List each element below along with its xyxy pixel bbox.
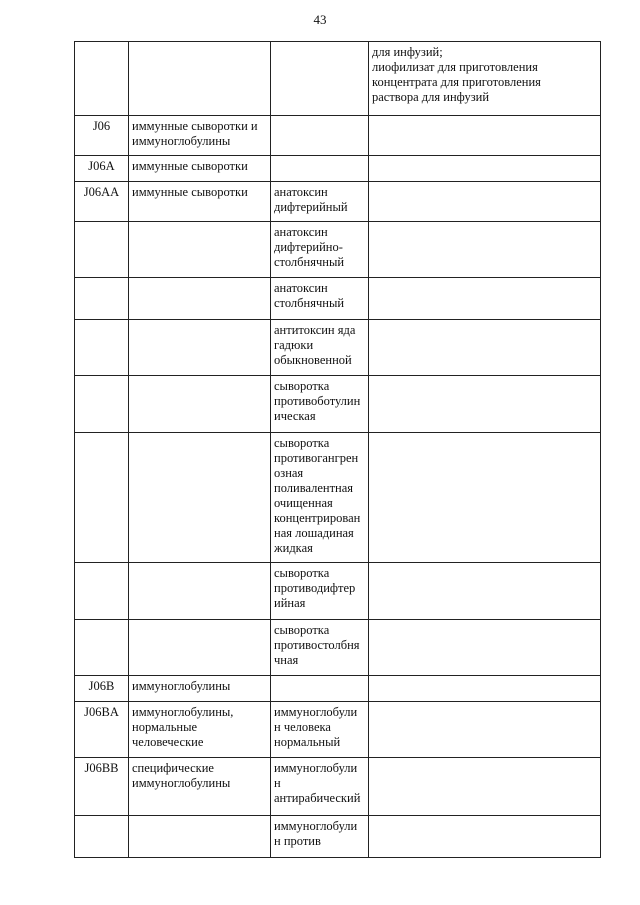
table-row: [75, 563, 601, 620]
cell-text-line: нормальные: [132, 720, 198, 734]
cell-text-line: концентрирован: [274, 511, 361, 525]
dosage-form-cell: [369, 320, 601, 376]
table-row: [75, 42, 601, 116]
atc-code-cell: [75, 758, 129, 816]
cell-text-line: анатоксин: [274, 225, 328, 239]
cell-text: J06: [92, 119, 111, 133]
cell-text-line: иммуноглобули: [274, 761, 358, 775]
atc-code-cell: [75, 433, 129, 563]
cell-text-line: жидкая: [274, 541, 313, 555]
cell-text-line: дифтерийный: [274, 200, 348, 214]
cell-text-line: озная: [274, 466, 304, 480]
dosage-form-cell: [369, 278, 601, 320]
drug-name-cell: [271, 222, 369, 278]
anatomical-group-cell: [129, 433, 271, 563]
cell-text-line: антитоксин яда: [274, 323, 356, 337]
drug-name-cell: [271, 376, 369, 433]
dosage-form-cell: [369, 42, 601, 116]
atc-code-cell: [75, 376, 129, 433]
cell-text-line: обыкновенной: [274, 353, 352, 367]
anatomical-group-cell: [129, 758, 271, 816]
cell-text-line: сыворотка: [274, 566, 330, 580]
atc-code-cell: [75, 182, 129, 222]
drug-name-cell: [271, 758, 369, 816]
cell-text-line: н против: [274, 834, 321, 848]
cell-text-line: иммуноглобулины,: [132, 705, 234, 719]
cell-text-line: иммунные сыворотки и: [132, 119, 258, 133]
dosage-form-cell: [369, 222, 601, 278]
atc-code-cell: [75, 156, 129, 182]
table-row: [75, 758, 601, 816]
cell-text: J06AA: [83, 185, 120, 199]
cell-text-line: н: [274, 776, 281, 790]
cell-text-line: иммунные сыворотки: [132, 185, 248, 199]
cell-text: J06BB: [84, 761, 119, 775]
drug-name-cell: [271, 816, 369, 858]
atc-code-cell: [75, 320, 129, 376]
drug-name-cell: [271, 116, 369, 156]
cell-text-line: сыворотка: [274, 436, 330, 450]
table-row: [75, 156, 601, 182]
cell-text-line: для инфузий;: [372, 45, 443, 59]
atc-code-cell: [75, 702, 129, 758]
table-row: [75, 222, 601, 278]
anatomical-group-cell: [129, 816, 271, 858]
drug-name-cell: [271, 320, 369, 376]
table-row: [75, 182, 601, 222]
cell-text-line: ная лошадиная: [274, 526, 354, 540]
cell-text: J06B: [88, 679, 115, 693]
drug-name-cell: [271, 278, 369, 320]
cell-text-line: противостолбня: [274, 638, 360, 652]
dosage-form-cell: [369, 816, 601, 858]
atc-code-cell: [75, 816, 129, 858]
cell-text-line: раствора для инфузий: [372, 90, 490, 104]
cell-text-line: дифтерийно-: [274, 240, 343, 254]
cell-text-line: поливалентная: [274, 481, 354, 495]
atc-code-cell: [75, 278, 129, 320]
cell-text-line: противогангрен: [274, 451, 359, 465]
cell-text-line: сыворотка: [274, 379, 330, 393]
table-row: [75, 816, 601, 858]
dosage-form-cell: [369, 116, 601, 156]
cell-text-line: иммуноглобулины: [132, 134, 231, 148]
drug-name-cell: [271, 42, 369, 116]
drug-name-cell: [271, 676, 369, 702]
anatomical-group-cell: [129, 320, 271, 376]
drug-name-cell: [271, 620, 369, 676]
cell-text-line: противодифтер: [274, 581, 356, 595]
dosage-form-cell: [369, 758, 601, 816]
table-row: [75, 278, 601, 320]
table-row: [75, 433, 601, 563]
atc-code-cell: [75, 222, 129, 278]
cell-text-line: иммуноглобулины: [132, 776, 231, 790]
atc-code-cell: [75, 676, 129, 702]
anatomical-group-cell: [129, 116, 271, 156]
table-row: [75, 376, 601, 433]
anatomical-group-cell: [129, 563, 271, 620]
cell-text-line: ическая: [274, 409, 316, 423]
anatomical-group-cell: [129, 702, 271, 758]
dosage-form-cell: [369, 156, 601, 182]
anatomical-group-cell: [129, 182, 271, 222]
cell-text-line: столбнячный: [274, 255, 345, 269]
cell-text-line: иммунные сыворотки: [132, 159, 248, 173]
cell-text-line: очищенная: [274, 496, 333, 510]
table-row: [75, 702, 601, 758]
cell-text-line: нормальный: [274, 735, 341, 749]
drug-name-cell: [271, 433, 369, 563]
drug-classification-table: [74, 41, 601, 858]
drug-name-cell: [271, 156, 369, 182]
atc-code-cell: [75, 116, 129, 156]
table-row: [75, 676, 601, 702]
cell-text-line: анатоксин: [274, 281, 328, 295]
anatomical-group-cell: [129, 42, 271, 116]
cell-text-line: анатоксин: [274, 185, 328, 199]
cell-text-line: противоботулин: [274, 394, 361, 408]
atc-code-cell: [75, 42, 129, 116]
table-row: [75, 116, 601, 156]
dosage-form-cell: [369, 433, 601, 563]
cell-text-line: человеческие: [132, 735, 204, 749]
cell-text-line: чная: [274, 653, 299, 667]
anatomical-group-cell: [129, 676, 271, 702]
atc-code-cell: [75, 620, 129, 676]
cell-text-line: ийная: [274, 596, 306, 610]
anatomical-group-cell: [129, 278, 271, 320]
anatomical-group-cell: [129, 156, 271, 182]
page-number: 43: [313, 12, 327, 27]
dosage-form-cell: [369, 376, 601, 433]
dosage-form-cell: [369, 676, 601, 702]
anatomical-group-cell: [129, 376, 271, 433]
cell-text-line: сыворотка: [274, 623, 330, 637]
dosage-form-cell: [369, 563, 601, 620]
dosage-form-cell: [369, 620, 601, 676]
table-row: [75, 620, 601, 676]
drug-name-cell: [271, 563, 369, 620]
cell-text-line: специфические: [132, 761, 214, 775]
cell-text: J06A: [88, 159, 115, 173]
cell-text-line: иммуноглобулины: [132, 679, 231, 693]
cell-text-line: н человека: [274, 720, 331, 734]
cell-text-line: иммуноглобули: [274, 819, 358, 833]
anatomical-group-cell: [129, 620, 271, 676]
drug-name-cell: [271, 182, 369, 222]
cell-text-line: иммуноглобули: [274, 705, 358, 719]
dosage-form-cell: [369, 702, 601, 758]
cell-text-line: антирабический: [274, 791, 361, 805]
cell-text-line: концентрата для приготовления: [372, 75, 541, 89]
cell-text: J06BA: [84, 705, 119, 719]
anatomical-group-cell: [129, 222, 271, 278]
atc-code-cell: [75, 563, 129, 620]
table-row: [75, 320, 601, 376]
cell-text-line: гадюки: [274, 338, 314, 352]
cell-text-line: столбнячный: [274, 296, 345, 310]
dosage-form-cell: [369, 182, 601, 222]
drug-name-cell: [271, 702, 369, 758]
cell-text-line: лиофилизат для приготовления: [372, 60, 538, 74]
